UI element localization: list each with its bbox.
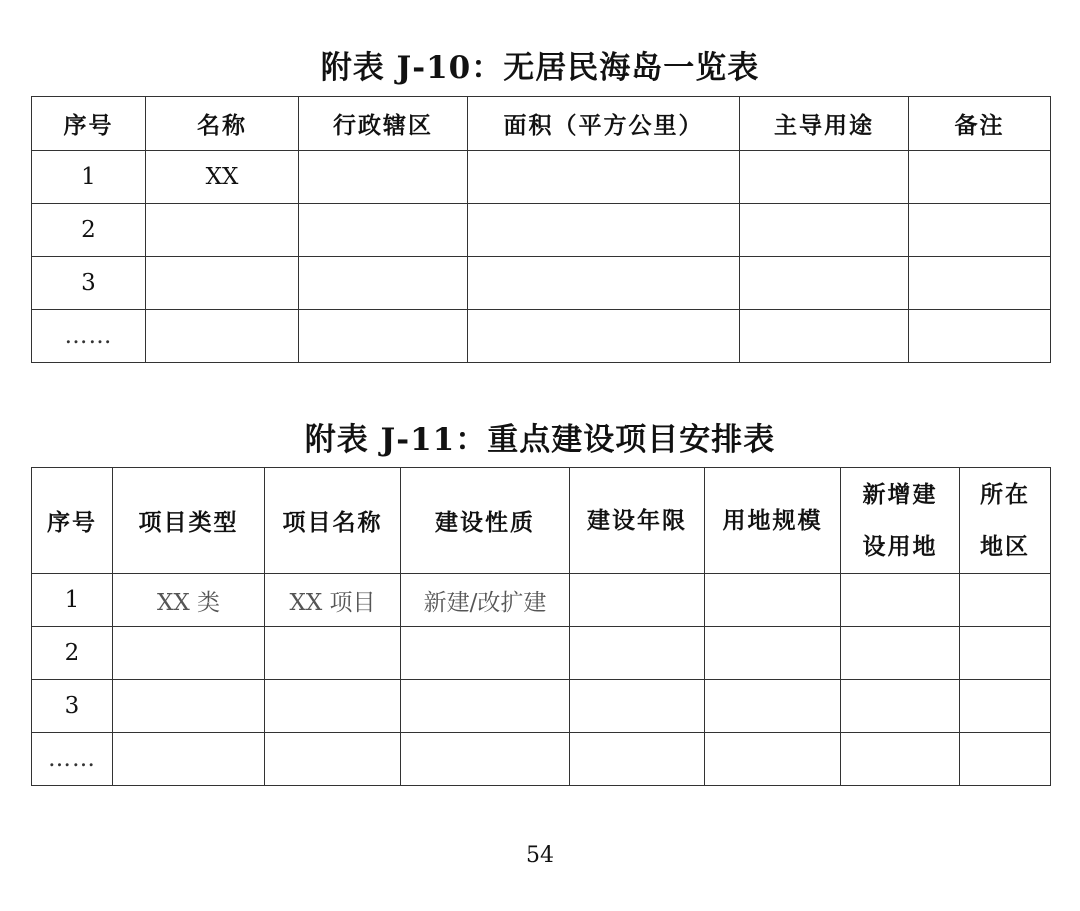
header-index: 序号 [32,97,146,151]
cell-project-type [113,733,265,786]
cell-region [960,574,1051,627]
cell-project-type [113,627,265,680]
cell-project-name [265,680,401,733]
cell-region [960,627,1051,680]
cell-land-scale [705,627,841,680]
table-row [32,627,1051,680]
key-projects-table [31,467,1051,786]
cell-jurisdiction [299,204,468,257]
cell-index: 2 [32,627,113,680]
cell-main-use [740,310,909,363]
table-1-title: 附表 J-10：无居民海岛一览表 [320,50,760,86]
cell-index: …… [32,310,146,363]
cell-index: …… [32,733,113,786]
cell-main-use [740,151,909,204]
cell-new-construction-land [841,680,960,733]
cell-main-use [740,204,909,257]
table-header-row [32,97,1051,151]
cell-name [146,204,299,257]
cell-construction-nature: 新建/改扩建 [401,574,570,627]
table-row [32,204,1051,257]
header-new-construction-land: 新增建设用地 [841,468,960,574]
cell-name: XX [146,151,299,204]
table-header-row [32,468,1051,574]
cell-construction-nature [401,733,570,786]
cell-construction-nature [401,627,570,680]
header-remarks: 备注 [909,97,1051,151]
cell-main-use [740,257,909,310]
table-row [32,151,1051,204]
cell-index: 1 [32,151,146,204]
table-row [32,733,1051,786]
cell-land-scale [705,574,841,627]
cell-land-scale [705,680,841,733]
header-jurisdiction: 行政辖区 [299,97,468,151]
cell-remarks [909,204,1051,257]
cell-new-construction-land [841,574,960,627]
cell-remarks [909,151,1051,204]
cell-index: 1 [32,574,113,627]
cell-project-name: XX 项目 [265,574,401,627]
header-main-use: 主导用途 [740,97,909,151]
cell-construction-period [570,680,705,733]
header-area: 面积（平方公里） [468,97,740,151]
cell-new-construction-land [841,627,960,680]
table-row [32,680,1051,733]
table-row [32,574,1051,627]
cell-construction-nature [401,680,570,733]
cell-region [960,733,1051,786]
cell-land-scale [705,733,841,786]
header-construction-nature: 建设性质 [401,468,570,574]
table-row [32,310,1051,363]
cell-construction-period [570,733,705,786]
cell-project-type: XX 类 [113,574,265,627]
cell-construction-period [570,627,705,680]
header-project-type: 项目类型 [113,468,265,574]
cell-name [146,257,299,310]
cell-jurisdiction [299,257,468,310]
cell-area [468,204,740,257]
cell-index: 3 [32,680,113,733]
cell-project-type [113,680,265,733]
header-index: 序号 [32,468,113,574]
cell-area [468,257,740,310]
table-2-title: 附表 J-11：重点建设项目安排表 [304,422,776,458]
cell-index: 3 [32,257,146,310]
uninhabited-islands-table [31,96,1051,363]
cell-area [468,151,740,204]
cell-jurisdiction [299,310,468,363]
cell-new-construction-land [841,733,960,786]
cell-name [146,310,299,363]
table-row [32,257,1051,310]
header-land-scale: 用地规模 [705,468,841,574]
header-construction-period: 建设年限 [570,468,705,574]
page-number: 54 [526,843,554,868]
cell-remarks [909,257,1051,310]
header-name: 名称 [146,97,299,151]
cell-construction-period [570,574,705,627]
header-project-name: 项目名称 [265,468,401,574]
header-region: 所在地区 [960,468,1051,574]
cell-area [468,310,740,363]
cell-project-name [265,627,401,680]
cell-remarks [909,310,1051,363]
cell-project-name [265,733,401,786]
cell-region [960,680,1051,733]
cell-jurisdiction [299,151,468,204]
cell-index: 2 [32,204,146,257]
